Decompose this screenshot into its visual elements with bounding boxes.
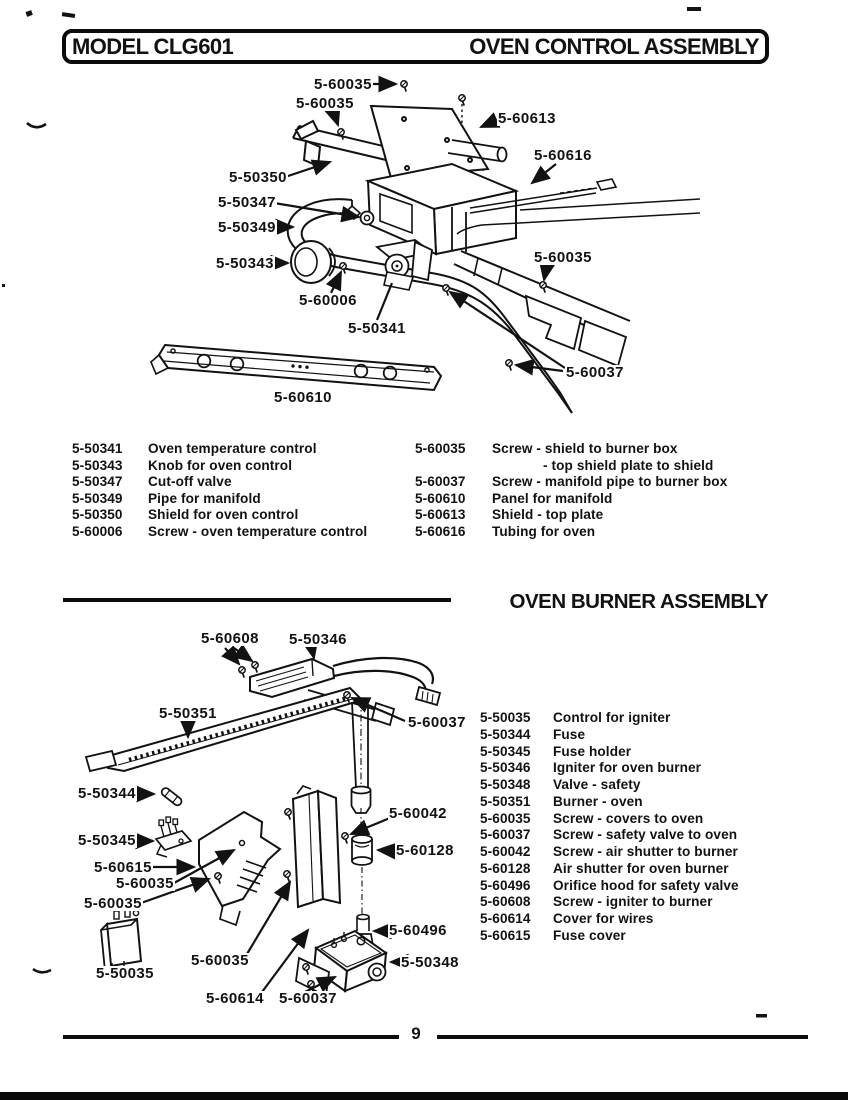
- part-label: 5-50344: [78, 785, 136, 802]
- fuse-art: [160, 786, 183, 806]
- part-label: 5-50345: [78, 832, 136, 849]
- section-divider: [63, 598, 451, 602]
- part-desc: Fuse: [553, 726, 586, 742]
- parts-list-2: [480, 710, 790, 945]
- table-row: [72, 524, 422, 541]
- part-label: 5-50347: [218, 194, 276, 211]
- part-desc: Oven temperature control: [148, 441, 317, 456]
- table-row: [480, 794, 790, 811]
- table-row: [72, 458, 422, 475]
- manifold-panel-art: [151, 345, 441, 390]
- fuse-cover-art: [199, 812, 280, 925]
- table-row: [415, 474, 775, 491]
- table-row: [480, 760, 790, 777]
- table-row: [72, 441, 422, 458]
- part-label: 5-50346: [289, 631, 347, 648]
- air-shutter-art: [352, 835, 372, 914]
- part-number: 5-50346: [480, 760, 531, 776]
- table-row: [480, 894, 790, 911]
- part-desc: Cut-off valve: [148, 474, 232, 489]
- part-label: 5-60042: [389, 805, 447, 822]
- part-number: 5-60037: [480, 827, 531, 843]
- part-desc: Screw - air shutter to burner: [553, 844, 738, 859]
- part-number: 5-50344: [480, 726, 531, 742]
- part-desc: Tubing for oven: [492, 523, 596, 539]
- part-desc: Screw - covers to oven: [553, 810, 704, 826]
- part-desc: Knob for oven control: [148, 457, 293, 473]
- knob-art: [291, 241, 335, 283]
- part-desc: Igniter for oven burner: [553, 760, 702, 776]
- part-number: 5-50347: [72, 474, 123, 489]
- part-label: 5-50343: [216, 255, 274, 272]
- table-row: [72, 507, 422, 524]
- part-label: 5-60613: [498, 110, 556, 127]
- part-number: 5-50035: [480, 710, 531, 725]
- part-number: 5-50348: [480, 777, 531, 792]
- part-desc: Orifice hood for safety valve: [553, 877, 739, 893]
- part-number: 5-50345: [480, 743, 531, 759]
- part-number: 5-50351: [480, 793, 531, 809]
- part-label: 5-60035: [314, 76, 372, 93]
- table-row: [480, 878, 790, 895]
- part-number: 5-60608: [480, 894, 531, 910]
- part-label: 5-60035: [534, 249, 592, 266]
- lower-shield-art: [454, 251, 630, 366]
- part-number: 5-60496: [480, 877, 531, 893]
- table-row: [72, 491, 422, 508]
- part-desc: Screw - igniter to burner: [553, 894, 713, 910]
- part-label: 5-60128: [396, 842, 454, 859]
- part-number: 5-60616: [415, 523, 466, 539]
- page-header: [62, 29, 769, 64]
- part-label: 5-60037: [566, 364, 624, 381]
- part-number: 5-60042: [480, 844, 531, 859]
- part-desc: Fuse holder: [553, 743, 632, 759]
- part-number: 5-60006: [72, 523, 123, 539]
- part-desc: Fuse cover: [553, 927, 626, 943]
- part-desc: Valve - safety: [553, 777, 641, 792]
- fuse-holder-art: [156, 817, 191, 857]
- part-label: 5-60615: [94, 859, 152, 876]
- page-number: 9: [411, 1024, 421, 1043]
- part-number: 5-60035: [480, 810, 531, 826]
- section2-title: OVEN BURNER ASSEMBLY: [509, 590, 768, 613]
- part-label: 5-60614: [206, 990, 264, 1007]
- part-number: 5-50343: [72, 457, 123, 473]
- part-label: 5-60006: [299, 292, 357, 309]
- part-desc: Pipe for manifold: [148, 490, 261, 506]
- part-label: 5-50349: [218, 219, 276, 236]
- part-label: 5-60496: [389, 922, 447, 939]
- table-row: [480, 861, 790, 878]
- part-label: 5-60035: [84, 895, 142, 912]
- table-row: [480, 727, 790, 744]
- table-row: [480, 710, 790, 727]
- table-row: [480, 811, 790, 828]
- part-number: 5-50349: [72, 490, 123, 506]
- part-number: 5-60610: [415, 490, 466, 506]
- part-desc: Screw - safety valve to oven: [553, 827, 738, 843]
- wire-cover-art: [293, 786, 340, 907]
- footer-rule-right: [437, 1035, 808, 1039]
- part-number: 5-50350: [72, 507, 123, 522]
- footer-rule-left: [63, 1035, 399, 1039]
- part-label: 5-60616: [534, 147, 592, 164]
- table-row: [415, 524, 775, 541]
- part-label: 5-50035: [96, 965, 154, 982]
- table-row: [415, 441, 775, 458]
- part-label: 5-60035: [296, 95, 354, 112]
- part-label: 5-50351: [159, 705, 217, 722]
- table-row: [480, 777, 790, 794]
- table-row: [415, 507, 775, 524]
- part-desc: Shield for oven control: [148, 507, 299, 522]
- part-label: 5-50341: [348, 320, 406, 337]
- table-row: [415, 458, 775, 475]
- part-desc: - top shield plate to shield: [543, 457, 714, 473]
- part-label: 5-60037: [408, 714, 466, 731]
- part-label: 5-60608: [201, 630, 259, 647]
- igniter-control-art: [101, 909, 141, 971]
- part-number: 5-50341: [72, 441, 123, 456]
- part-desc: Screw - shield to burner box: [492, 441, 678, 456]
- table-row: [480, 827, 790, 844]
- part-desc: Burner - oven: [553, 793, 643, 809]
- parts-list-1-left: [72, 441, 422, 540]
- table-row: [72, 474, 422, 491]
- parts-list-1-right: [415, 441, 775, 540]
- part-number: 5-60613: [415, 507, 466, 522]
- part-number: 5-60035: [415, 441, 466, 456]
- part-desc: Panel for manifold: [492, 490, 613, 506]
- table-row: [480, 744, 790, 761]
- oven-burner-assembly-diagram: [86, 648, 440, 996]
- part-label: 5-60037: [279, 990, 337, 1007]
- part-desc: Screw - manifold pipe to burner box: [492, 474, 728, 489]
- part-desc: Shield - top plate: [492, 507, 604, 522]
- part-label: 5-50350: [229, 169, 287, 186]
- part-label: 5-60035: [191, 952, 249, 969]
- part-number: [415, 458, 492, 475]
- part-desc: Cover for wires: [553, 911, 654, 926]
- section1-title: OVEN CONTROL ASSEMBLY: [469, 33, 759, 59]
- part-label: 5-60035: [116, 875, 174, 892]
- table-row: [480, 928, 790, 945]
- table-row: [480, 844, 790, 861]
- table-row: [480, 911, 790, 928]
- part-number: 5-60128: [480, 860, 531, 876]
- table-row: [415, 491, 775, 508]
- scan-bottom-edge: [0, 1092, 848, 1100]
- model-title: MODEL CLG601: [72, 33, 234, 59]
- part-desc: Control for igniter: [553, 710, 671, 725]
- part-number: 5-60615: [480, 927, 531, 943]
- part-label: 5-50348: [401, 954, 459, 971]
- part-desc: Screw - oven temperature control: [148, 523, 368, 539]
- part-label: 5-60610: [274, 389, 332, 406]
- part-number: 5-60614: [480, 911, 531, 926]
- part-number: 5-60037: [415, 474, 466, 489]
- part-desc: Air shutter for oven burner: [553, 860, 729, 876]
